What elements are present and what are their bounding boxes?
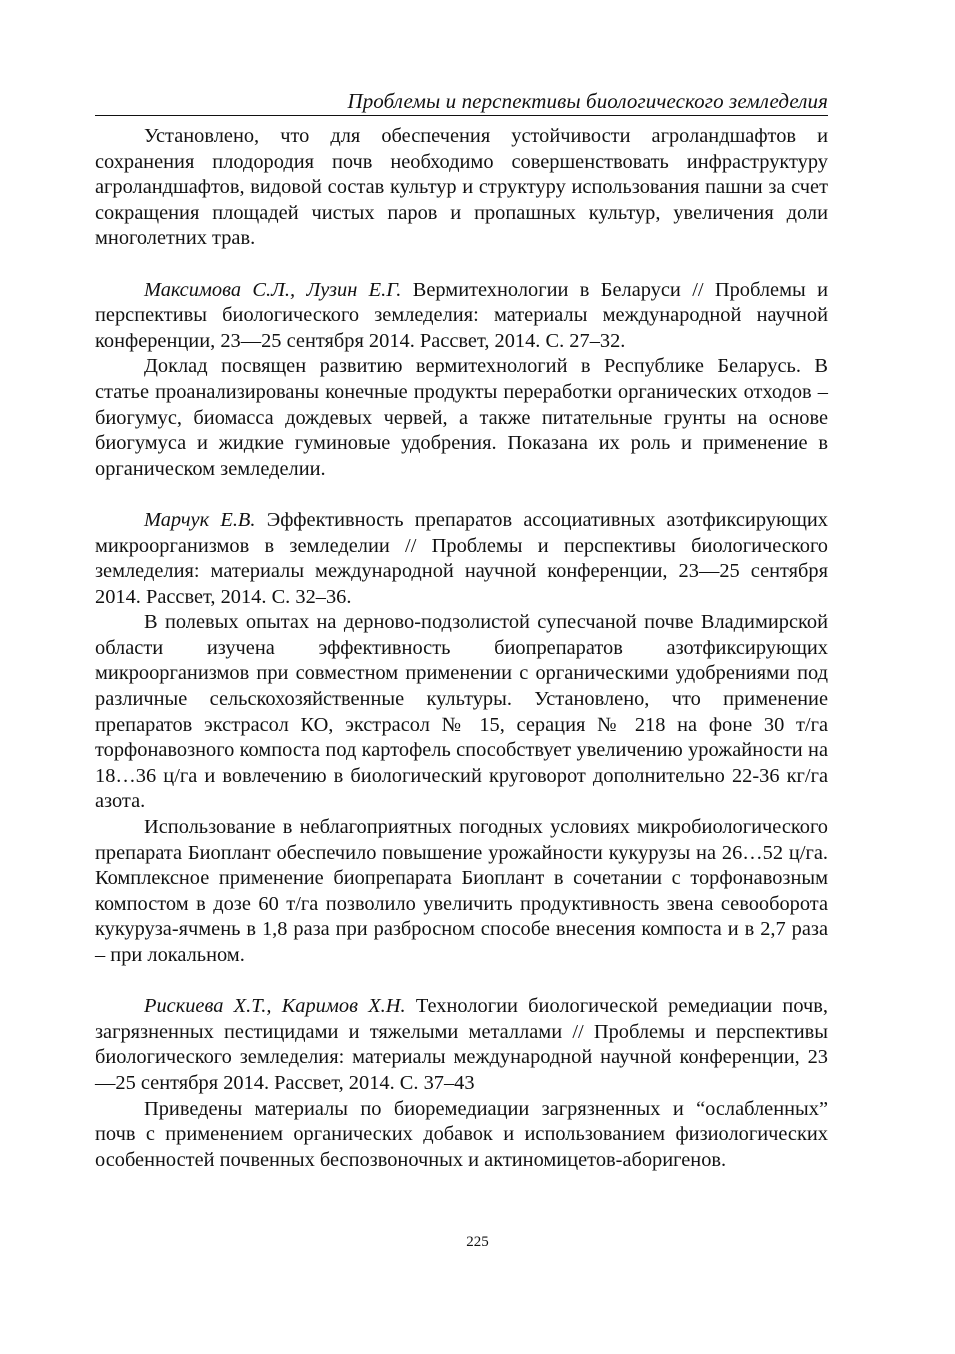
abstract-field-experiments: [95, 610, 828, 815]
paragraph-text: Доклад посвящен развитию вермитехнологий в Республике Беларусь. В статье проанализированы конечные продукты переработки органических отходов – биогумус, биомасса дождевых червей, а также питательные грунты на основе биогумуса и жидкие гуминовые удобрения. Показана их роль и применение в органическом земледелии.: [95, 355, 828, 480]
reference-maksimova: [95, 278, 828, 355]
paragraph-text: Использование в неблагоприятных погодных условиях микробиологического препарата Биоплант обеспечило повышение урожайности кукурузы на 26…52 ц/га. Комплексное применение биопрепарата Биоплант в сочетании с торфонавозным компостом в дозе 60 т/га позволило увеличить продуктивность звена севооборота кукуруза-ячмень в 1,8 раза при разбросном способе внесения компоста и в 2,7 раза – при локальном.: [95, 816, 828, 966]
paragraph-conclusion: [95, 124, 828, 252]
reference-authors: Рискиева Х.Т., Каримов Х.Н.: [144, 995, 406, 1018]
paragraph-text: В полевых опытах на дерново-подзолистой супесчаной почве Владимирской области изучена эффективность биопрепаратов азотфиксирующих микроорганизмов при совместном применении с органическими удобрениями под различные сельскохозяйственные культуры. Установлено, что применение препаратов экстрасол КО, экстрасол № 15, серация № 218 на фоне 30 т/га торфонавозного компоста под картофель способствует увеличению урожайности на 18…36 ц/га и вовлечению в биологический круговорот дополнительно 22-36 кг/га азота.: [95, 611, 828, 813]
reference-citation: Технологии биологической ремедиации почв, загрязненных пестицидами и тяжелыми металлами // Проблемы и перспективы биологического земледелия: материалы международной научной конференции, 23—25 сентября 2014. Рассвет, 2014. С. 37–43: [95, 995, 828, 1094]
document-page: [95, 88, 828, 1173]
reference-citation: Вермитехнологии в Беларуси // Проблемы и перспективы биологического земледелия: материалы международной научной конференции, 23—25 сентября 2014. Рассвет, 2014. С. 27–32.: [95, 278, 828, 352]
entry-separator: [95, 969, 828, 995]
paragraph-text: Установлено, что для обеспечения устойчивости агроландшафтов и сохранения плодородия почв необходимо совершенствовать инфраструктуру агроландшафтов, видовой состав культур и структуру использования пашни за счет сокращения площадей чистых паров и пропашных культур, увеличения доли многолетних трав.: [95, 125, 828, 250]
entry-separator: [95, 252, 828, 278]
entry-separator: [95, 482, 828, 508]
reference-citation: Эффективность препаратов ассоциативных азотфиксирующих микроорганизмов в земледелии // Проблемы и перспективы биологического земледелия: материалы международной научной конференции, 23—25 сентября 2014. Рассвет, 2014. С. 32–36.: [95, 508, 828, 608]
page-number: 225: [466, 1234, 489, 1250]
reference-riskieva: [95, 994, 828, 1096]
running-header: Проблемы и перспективы биологического земледелия: [95, 88, 828, 116]
abstract-bioremediation: [95, 1097, 828, 1174]
reference-authors: Марчук Е.В.: [144, 508, 256, 531]
reference-marchuk: [95, 508, 828, 610]
body-text: [95, 124, 828, 1173]
paragraph-text: Приведены материалы по биоремедиации загрязненных и “ослабленных” почв с применением органических добавок и использованием физиологических особенностей почвенных беспозвоночных и актиномицетов-аборигенов.: [95, 1097, 828, 1171]
abstract-vermitechnology: [95, 354, 828, 482]
abstract-bioplant: [95, 815, 828, 969]
reference-authors: Максимова С.Л., Лузин Е.Г.: [144, 278, 402, 301]
